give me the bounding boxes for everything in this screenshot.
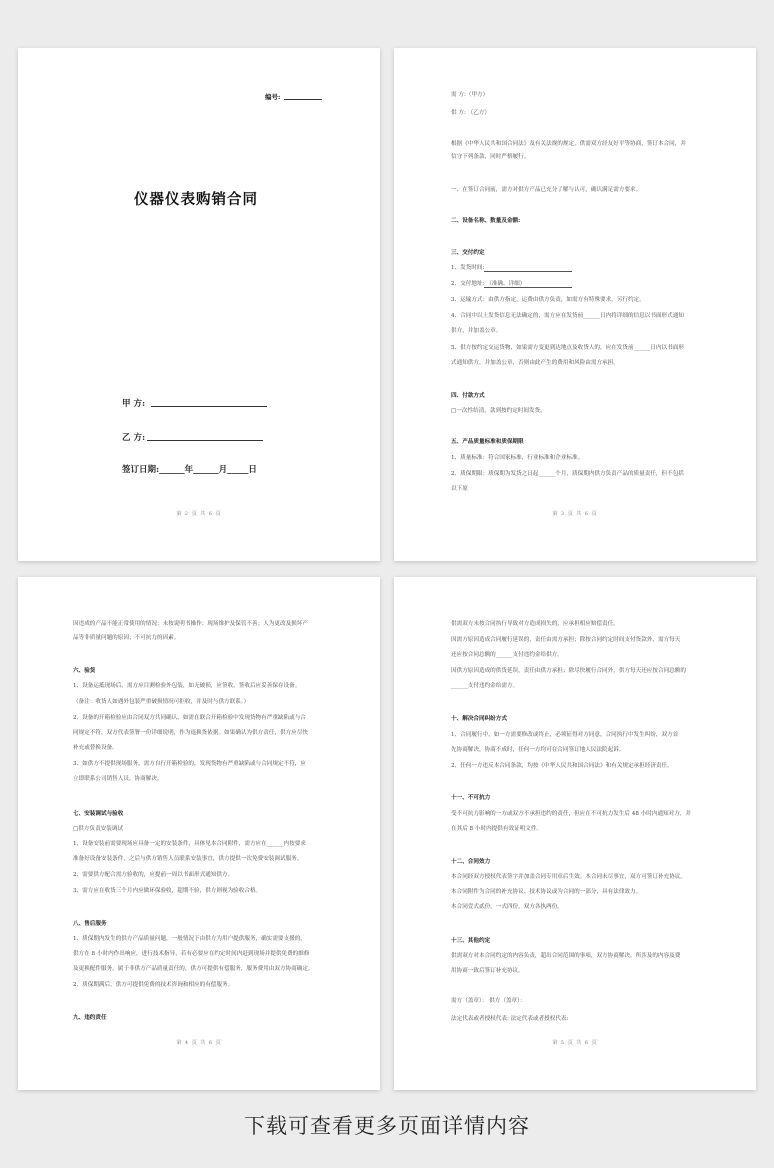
party-b-label: 乙 方:	[122, 433, 146, 443]
sign-date: 签订日期:______年______月_____日	[122, 465, 257, 475]
text-line: 需 方:（甲方）	[451, 92, 489, 98]
text-line: 2、交付地址: （准确、详细）	[451, 281, 526, 287]
text-line: 在其后 8 小时内提供有效证明文件。	[451, 826, 543, 832]
text-line: 准备好设备安装条件，之后与供方销售人员联系安装事宜，供方提供一次免费安装调试服务。	[73, 856, 303, 862]
text-line: □供方负责安装调试	[73, 826, 124, 832]
contract-page-4	[394, 577, 756, 1090]
page-footer: 第 4 页 共 6 页	[176, 1040, 222, 1046]
text-line: 补充或替换设备。	[73, 745, 118, 751]
section-heading: 七、安装调试与验收	[73, 811, 124, 817]
text-line: 1、质保期内发生的供方产品质量问题，一般情况下由供方为用户提供服务，确实需要支援的，	[73, 936, 306, 942]
text-line: 还应按合同总额的______支付违约金给供方。	[451, 652, 563, 658]
section-heading: 六、验货	[73, 668, 96, 674]
section-heading: 十二、合同效力	[451, 859, 491, 865]
text-line: 本合同壹式贰份，一式四份，双方各执两份。	[451, 904, 563, 910]
blank-line	[484, 282, 572, 288]
party-a-field	[122, 397, 267, 409]
text-line: 及更换配件服务，属于非供方产品质量责任的，供方可提供有偿服务，服务费用由双方协商确定。	[73, 966, 314, 972]
text-line: 4、合同中以上发货信息无法确定的，需方应在发货前______日内将详细的信息以书面形式通知	[451, 313, 684, 319]
contract-page-3	[18, 577, 380, 1090]
section-heading: 五、产品质量标准和质保期限	[451, 439, 524, 445]
text-line: 1、设备运抵现场后，需方应目测检验外包装，如无破损，应签收，签收后应妥善保存设备。	[73, 683, 301, 689]
section-heading: 八、售后服务	[73, 921, 107, 927]
text-line: 因供方原因造成的供货延误，责任由供方承担；除尽快履行合同外，供方每天还应按合同总额的	[451, 668, 686, 674]
text-line: 2、需要供方配合需方验收的，应提前一周以书面形式通知供方。	[73, 872, 234, 878]
text-line: 供需双方未按合同执行导致对方造成损失的，应承担相应赔偿责任。	[451, 621, 619, 627]
text-line: 3、需方应在收货三个月内应做环保验收，超期不验，供方则视为验收合格。	[73, 888, 262, 894]
text-line: ______支付违约金给需方。	[451, 683, 519, 689]
contract-page-cover	[18, 48, 380, 561]
text-line: 先协商解决，协商不成时，任何一方均可在合同签订地人民法院起诉。	[451, 747, 625, 753]
text-line: 2、设备的开箱检验应由合同双方共同确认，如需在联合开箱检验中发现货物有严重缺陷或与合	[73, 715, 306, 721]
text-line: 同规定不符，双方代表签署一份详细说明，作为退换货依据。如果确认为供方责任，供方应尽快	[73, 730, 308, 736]
party-b-field	[122, 431, 263, 443]
text-line: 本合同经双方授权代表签字并加盖合同专用章后生效。本合同未尽事宜，双方可签订补充协议。	[451, 874, 686, 880]
signature-line: 法定代表或者授权代表: 法定代表或者授权代表:	[451, 1016, 569, 1022]
section-heading: 十一、不可抗力	[451, 795, 491, 801]
section-heading: 二、设备名称、数量及金额:	[451, 218, 521, 224]
page-footer: 第 3 页 共 6 页	[552, 511, 598, 517]
text-line: 2、质保期满后，供方可提供免费的技术咨询和相应的有偿服务。	[73, 982, 234, 988]
page-footer: 第 2 页 共 6 页	[176, 511, 222, 517]
text-line: 本合同附件为合同的补充协议、技术协议或为合同的一部分，具有法律效力。	[451, 889, 642, 895]
text-line: 1、质量标准：符合国家标准，行业标准和企业标准。	[451, 455, 584, 461]
blank-line	[484, 266, 572, 272]
text-line: 供方在 8 小时内作出响应，进行技术指导，若有必要应在约定时间内赶到现场并提供免费的维修	[73, 951, 310, 957]
text-line: 3、如供方不提供现场服务，需方自行开箱检验的，发现货物有严重缺陷或与合同规定不符，应	[73, 761, 306, 767]
text-line: 因违成的产品不能正常使用的情况：未按说明书操作；现场维护及保管不善；人为更改及损坏产	[73, 621, 308, 627]
text-line: 信守下列条款，同时严格履行。	[451, 154, 530, 160]
section-heading: 十、解决合同纠纷方式	[451, 716, 507, 722]
text-line: （备注：收货人如遇外包装严重破损情况可拒收，并及时与供方联系。）	[73, 699, 250, 705]
section-heading: 四、付款方式	[451, 393, 485, 399]
text-line: 受不可抗力影响的一方或双方不承担违约的责任，但应在不可抗力发生后 48 小时内通知对方，并	[451, 811, 692, 817]
contract-title: 仪器仪表购销合同	[134, 191, 258, 208]
text-line: 因需方原因造成合同履行延误的，责任由需方承担；除按合同约定时间支付货款外，需方每天	[451, 637, 681, 643]
section-heading: 三、交付约定	[451, 250, 485, 256]
text-line: 供需双方对本合同约定的内容负责，超出合同范围的事项，双方协商解决，所涉及的内容及费	[451, 953, 681, 959]
text-line: 2、任何一方违反本合同条款，均按《中华人民共和国合同法》和有关规定承担经济责任。	[451, 763, 673, 769]
text-line: 3、运输方式：由供方指定，运费由供方负责，如需方有特殊要求，另行约定。	[451, 297, 645, 303]
section-heading: 十三、其他约定	[451, 938, 491, 944]
contract-page-2	[394, 48, 756, 561]
text-line: 1、发货时间:	[451, 265, 485, 271]
text-line: 根据《中华人民共和国合同法》及有关法规的规定，供需双方经友好平等协商，签订本合同，并	[451, 141, 686, 147]
text-line: 5、供方按约定交运货物，如果需方变更到达地点及收货人的，应在发货前______日内以书面形	[451, 345, 684, 351]
text-line: 供方，并加盖公章。	[451, 328, 502, 334]
section-heading: 九、违约责任	[73, 1015, 107, 1021]
download-caption: 下载可查看更多页面详情内容	[244, 1114, 530, 1138]
contract-number-label: 编号:	[265, 93, 281, 101]
text-line: 用协商一致后签订补充协议。	[451, 968, 524, 974]
text-line: □一次性结清，款到按约定时间发货。	[451, 408, 546, 414]
page-footer: 第 5 页 共 6 页	[552, 1040, 598, 1046]
text-line: 1、设备安装前需要现场应具备一定的安装条件，具体见本合同附件，需方应在______内按要求	[73, 841, 306, 847]
text-line: 品等非质量问题的原因；不可抗力的因素。	[73, 635, 180, 641]
text-line: 2、质保期限：质保期为发货之日起______个月，质保期内供方负责产品的质量责任，但不包括	[451, 471, 684, 477]
text-line: 以下原	[451, 486, 468, 492]
signature-line: 需方（盖章）： 供方（盖章）：	[451, 998, 526, 1004]
text-line: 式通知供方，并加盖公章，否则由此产生的费用和风险由需方承担。	[451, 360, 619, 366]
text-line: 一、在签订合同前，需方对供方产品已充分了解与认可，确认满足需方要求。	[451, 187, 642, 193]
text-line: 供 方: （乙方）	[451, 110, 491, 116]
party-a-label: 甲 方:	[122, 399, 146, 409]
text-line: 立即联系公司销售人员，协商解决。	[73, 776, 163, 782]
text-line: 1、合同履行中，如一方需要修改或终止，必须征得对方同意，合同执行中发生纠纷，双方首	[451, 732, 679, 738]
contract-number-field	[265, 92, 322, 101]
